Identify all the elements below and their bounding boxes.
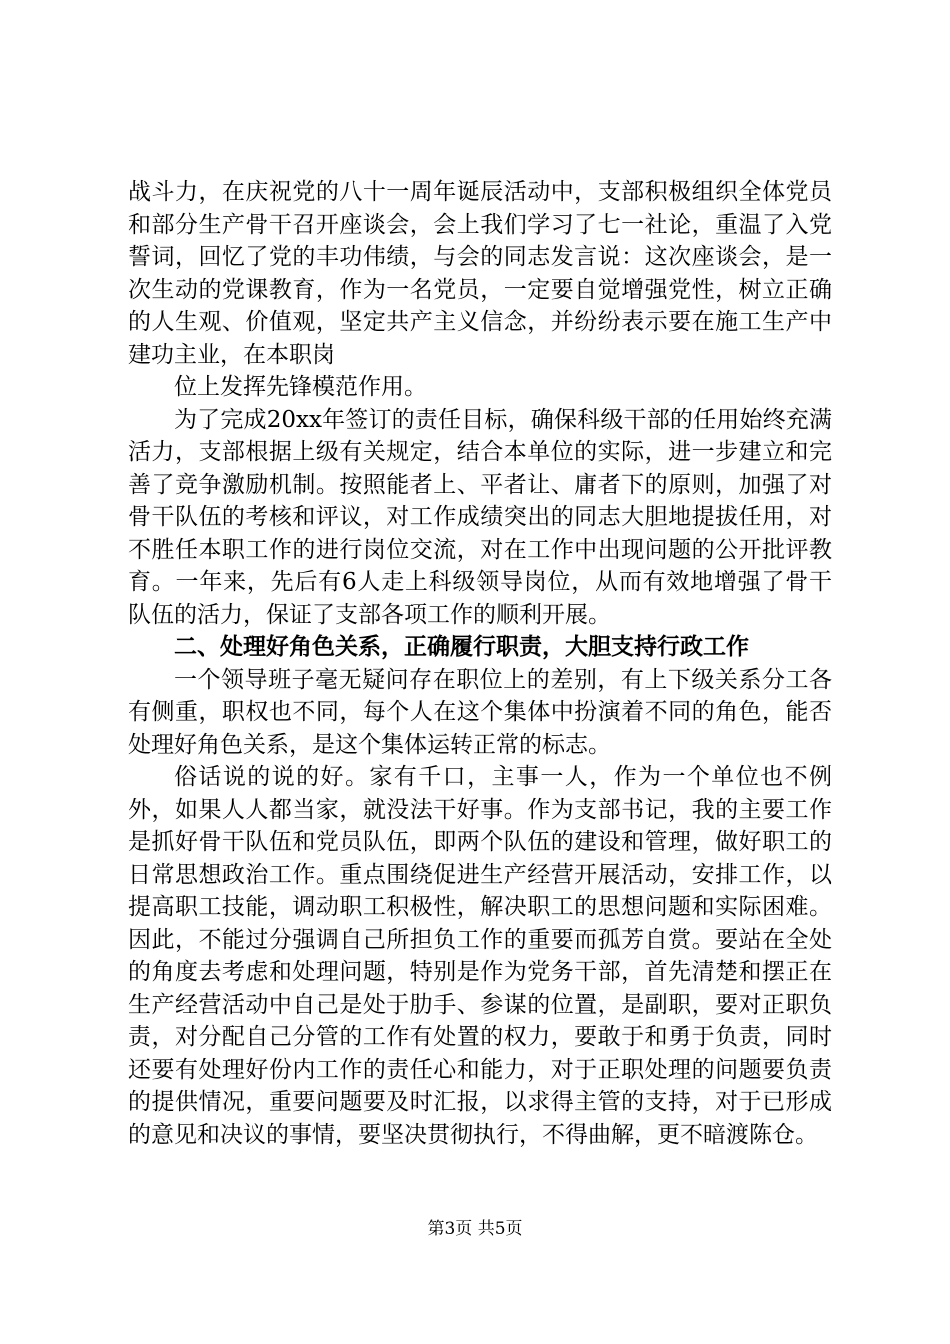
- document-body: [128, 176, 832, 1151]
- paragraph-3: 为了完成20xx年签订的责任目标，确保科级干部的任用始终充满活力，支部根据上级有关规定，结合本单位的实际，进一步建立和完善了竞争激励机制。按照能者上、平者让、庸者下的原则，加强了对骨干队伍的考核和评议，对工作成绩突出的同志大胆地提拔任用，对不胜任本职工作的进行岗位交流，对在工作中出现问题的公开批评教育。一年来，先后有6人走上科级领导岗位，从而有效地增强了骨干队伍的活力，保证了支部各项工作的顺利开展。: [128, 406, 832, 628]
- paragraph-2: 位上发挥先锋模范作用。: [174, 374, 427, 400]
- paragraph-5: 俗话说的说的好。家有千口，主事一人，作为一个单位也不例外，如果人人都当家，就没法干好事。作为支部书记，我的主要工作是抓好骨干队伍和党员队伍，即两个队伍的建设和管理，做好职工的日常思想政治工作。重点围绕促进生产经营开展活动，安排工作，以提高职工技能，调动职工积极性，解决职工的思想问题和实际困难。因此，不能过分强调自己所担负工作的重要而孤芳自赏。要站在全处的角度去考虑和处理问题，特别是作为党务干部，首先清楚和摆正在生产经营活动中自己是处于肋手、参谋的位置，是副职，要对正职负责，对分配自己分管的工作有处置的权力，要敢于和勇于负责，同时还要有处理好份内工作的责任心和能力，对于正职处理的问题要负责的提供情况，重要问题要及时汇报，以求得主管的支持，对于已形成的意见和决议的事情，要坚决贯彻执行，不得曲解，更不暗渡陈仓。: [128, 764, 832, 1148]
- page-footer: 第3页 共5页: [427, 1219, 523, 1239]
- section-heading: 二、处理好角色关系，正确履行职责，大胆支持行政工作: [174, 634, 749, 660]
- paragraph-1: 战斗力，在庆祝党的八十一周年诞辰活动中，支部积极组织全体党员和部分生产骨干召开座谈会，会上我们学习了七一社论，重温了入党誓词，回忆了党的丰功伟绩，与会的同志发言说：这次座谈会，是一次生动的党课教育，作为一名党员，一定要自觉增强党性，树立正确的人生观、价值观，坚定共产主义信念，并纷纷表示要在施工生产中建功主业，在本职岗: [128, 179, 832, 368]
- paragraph-4: 一个领导班子毫无疑问存在职位上的差别，有上下级关系分工各有侧重，职权也不同，每个人在这个集体中扮演着不同的角色，能否处理好角色关系，是这个集体运转正常的标志。: [128, 666, 832, 758]
